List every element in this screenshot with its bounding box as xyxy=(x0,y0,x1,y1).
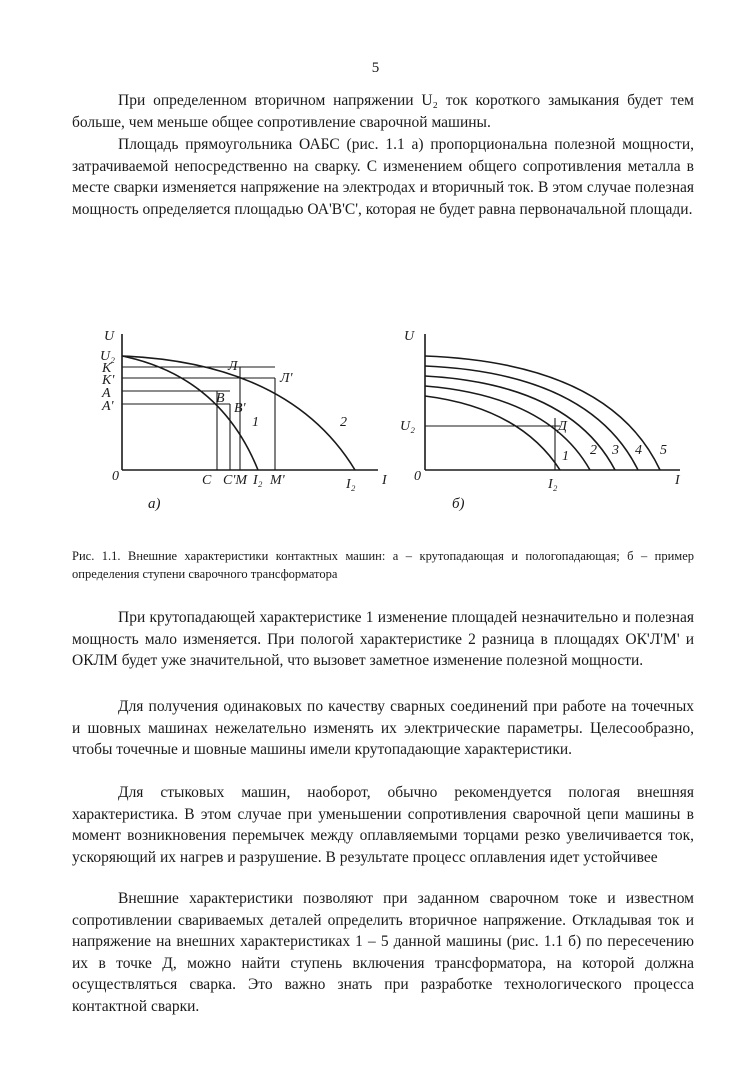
panel-a-x-tick-mprime: M' xyxy=(270,473,285,488)
paragraph-2: Площадь прямоугольника ОАБС (рис. 1.1 а) пропорциональна полезной мощности, затрачиваемой непосредственно на сварку. С изменением общего сопротивления металла в месте сварки изменяется напряжение на электродах и вторичный ток. В этом случае полезная мощность определяется площадью ОА'В'С', которая не будет равна первоначальной площади. xyxy=(72,136,694,218)
panel-b-x-axis-label: I xyxy=(675,473,680,488)
panel-a-x-tick-i2-b: I₂ xyxy=(346,477,356,492)
panel-a-y-tick-kprime: K' xyxy=(102,373,115,388)
panel-b-curve-label-4: 4 xyxy=(635,443,642,458)
panel-a-point-b: B xyxy=(216,391,225,406)
panel-a-x-tick-cprime-m: C'M xyxy=(223,473,247,488)
panel-b-y-tick-u2: U₂ xyxy=(400,419,415,434)
panel-b-point-d: Д xyxy=(558,419,567,434)
panel-a-y-tick-k: K xyxy=(102,361,112,376)
panel-a-curve-label-2: 2 xyxy=(340,415,347,430)
panel-a-point-bprime: B' xyxy=(234,401,246,416)
panel-a-point-l: Л xyxy=(228,359,238,374)
panel-b xyxy=(400,329,681,512)
panel-a-point-lprime: Л' xyxy=(280,371,293,386)
panel-b-origin: 0 xyxy=(414,469,421,484)
panel-a-x-tick-i2-a: I₂ xyxy=(253,473,263,488)
panel-a xyxy=(100,329,388,512)
paragraph-4: Для получения одинаковых по качеству сварных соединений при работе на точечных и шовных машинах нежелательно изменять их электрические параметры. Целесообразно, чтобы точечные и шовные машины имели крутопадающие характеристики. xyxy=(72,698,694,758)
panel-a-y-tick-u2: U₂ xyxy=(100,349,115,364)
panel-a-curve-label-1: 1 xyxy=(252,415,259,430)
panel-b-curve-label-1: 1 xyxy=(562,449,569,464)
panel-a-x-tick-c: C xyxy=(202,473,212,488)
panel-b-y-axis-label: U xyxy=(404,329,415,344)
figure-svg xyxy=(90,318,700,528)
panel-b-curve-1 xyxy=(425,396,560,470)
panel-a-y-tick-a: A xyxy=(102,386,111,401)
figure-caption: Рис. 1.1. Внешние характеристики контактных машин: а – крутопадающая и пологопадающая; б – пример определения ступени сварочного трансформатора xyxy=(72,549,694,581)
panel-b-curve-label-5: 5 xyxy=(660,443,667,458)
panel-b-curve-5 xyxy=(425,356,660,470)
panel-b-curve-label-3: 3 xyxy=(612,443,619,458)
paragraph-5: Для стыковых машин, наоборот, обычно рекомендуется пологая внешняя характеристика. В этом случае при уменьшении сопротивления сварочной цепи машины в момент возникновения перемычек между оплавляемыми торцами резко увеличивается ток, ускоряющий их нагрев и разрушение. В результате процесс оплавления идет устойчивее xyxy=(72,784,694,866)
panel-a-origin: 0 xyxy=(112,469,119,484)
paragraph-1: При определенном вторичном напряжении U₂ ток короткого замыкания будет тем больше, чем меньше общее сопротивление сварочной машины. xyxy=(72,92,694,131)
panel-a-label: а) xyxy=(148,496,161,512)
paragraph-6: Внешние характеристики позволяют при заданном сварочном токе и известном сопротивлении свариваемых деталей определить вторичное напряжение. Откладывая ток и напряжение на внешних характеристиках 1 – 5 данной машины (рис. 1.1 б) по пересечению их в точке Д, можно найти ступень включения трансформатора, на которой должна осуществляться сварка. Это важно знать при разработке технологического процесса контактной сварки. xyxy=(72,890,694,1015)
panel-a-x-axis-label: I xyxy=(382,473,387,488)
panel-b-label: б) xyxy=(452,496,465,512)
panel-a-y-axis-label: U xyxy=(104,329,115,344)
page-number: 5 xyxy=(371,60,380,76)
panel-a-y-tick-aprime: A' xyxy=(102,399,114,414)
paragraph-3: При крутопадающей характеристике 1 изменение площадей незначительно и полезная мощность мало изменяется. При пологой характеристике 2 разница в площадях ОК'Л'М' и ОКЛМ будет уже значительной, что вызовет заметное изменение полезной мощности. xyxy=(72,609,694,669)
panel-b-x-tick-i2: I₂ xyxy=(548,477,558,492)
panel-b-curve-label-2: 2 xyxy=(590,443,597,458)
figure-1-1 xyxy=(90,318,700,528)
